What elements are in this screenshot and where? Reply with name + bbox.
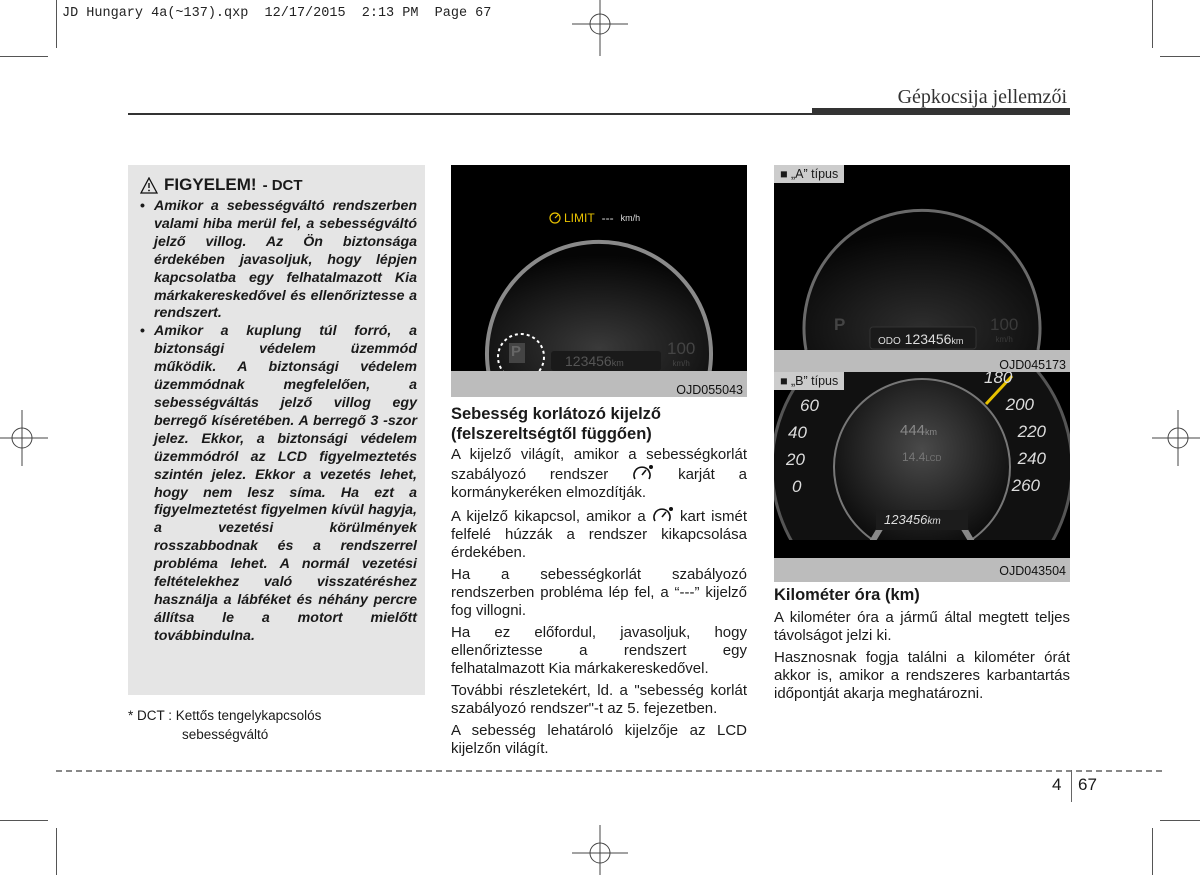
speed-limit-heading: Sebesség korlátozó kijelző (felszereltségtől függően) (451, 405, 661, 443)
warning-item: • Amikor a sebességváltó rendszerben valami hiba merül fel, a sebességváltó jelző villog. Az Ön biztonsága érdekében javasoljuk, hogy lépjen kapcsolatba egy felhatalmazott Kia márkakereskedővel és ellenőriztesse a rendszert. (138, 198, 417, 323)
crop-mark (56, 828, 57, 875)
crop-mark (0, 820, 48, 821)
paragraph: A sebesség lehatároló kijelzője az LCD kijelzőn világít. (451, 722, 747, 757)
figure-code: OJD043504 (774, 558, 1070, 582)
paragraph-text: kart ismét felfelé húzzák a rendszer kikapcsolása érdekében. (451, 508, 747, 561)
right-tick-labels (984, 372, 1054, 499)
type-a-cluster-figure (774, 165, 1070, 373)
warning-title: FIGYELEM! (164, 175, 257, 194)
trip-unit: km (925, 427, 938, 437)
tick-label: 60 (800, 396, 819, 415)
paragraph-text: A kijelző kikapcsol, amikor a (451, 508, 646, 525)
speed-unit: km/h (995, 335, 1013, 344)
odometer-value: 123456 (904, 331, 952, 347)
footnote-line: sebességváltó (182, 727, 269, 742)
tick-label: 0 (792, 477, 802, 496)
warning-triangle-icon (140, 177, 158, 194)
registration-mark-icon (0, 410, 48, 466)
registration-mark-icon (572, 825, 628, 875)
gear-indicator: P (511, 343, 522, 360)
crop-mark (56, 0, 57, 48)
trip-readout (900, 422, 937, 439)
paragraph (451, 446, 747, 502)
tick-label: 260 (1011, 476, 1040, 495)
tick-label: 20 (786, 450, 805, 469)
tick-label: 180 (984, 372, 1013, 387)
fuel-readout (902, 450, 941, 464)
header-rule (128, 113, 1070, 115)
paragraph: Hasznosnak fogja találni a kilométer órát akkor is, amikor a rendszeres karbantartás időpontját akarja meghatározni. (774, 649, 1070, 702)
paragraph-text: A kijelző világít, amikor a sebességkorlát szabályozó rendszer (451, 446, 747, 483)
left-tick-labels (786, 392, 819, 500)
limit-unit: km/h (620, 213, 641, 223)
chapter-number: 4 (1052, 775, 1062, 794)
trip-value: 444 (900, 422, 926, 439)
speed-limit-body (451, 446, 747, 762)
chapter-title: Gépkocsija jellemzői (897, 86, 1067, 108)
paragraph: Ha ez előfordul, javasoljuk, hogy ellenőriztesse a rendszert egy felhatalmazott Kia márkakereskedővel. (451, 624, 747, 677)
speed-value: 100 (990, 315, 1019, 334)
odometer-unit: km (927, 516, 941, 527)
speed-limit-switch-icon (652, 506, 674, 524)
paragraph: További részletekért, ld. a "sebesség korlát szabályozó rendszer"-t az 5. fejezetben. (451, 682, 747, 717)
odometer-readout (878, 331, 963, 347)
tick-label: 240 (1017, 449, 1046, 468)
speed-readout (990, 317, 1018, 347)
print-slug: JD Hungary 4a(~137).qxp 12/17/2015 2:13 PM Page 67 (62, 6, 492, 21)
warning-item: • Amikor a kuplung túl forró, a biztonsági védelem üzemmód működik. A biztonsági védelem üzemmódnak megfelelően, a sebességváltás jelző villog egy berregő kíséretében. A berregő 3 -szor jelez. Ekkor, a biztonsági védelem üzemmódról az LCD figyelmeztetés szintén jelez. Ekkor a vezetés lehet, hogy nem lesz síma. Ha ezt a figyelmeztetést figyelmen kívül hagyja, a vezetési körülmények rosszabbodnak és a rendszerrel probléma lehet. A normál vezetési feltételekhez való visszatéréshez használja a lábféket és néhány percre állítsa le a motort mielőtt továbbindulna. (138, 323, 417, 645)
figure-code: OJD055043 (451, 371, 747, 397)
tick-label: 220 (1017, 422, 1046, 441)
crop-mark (1160, 820, 1200, 821)
odometer-unit: km (951, 336, 964, 346)
odometer-readout (565, 353, 624, 369)
crop-mark (1152, 0, 1153, 48)
limit-label: LIMIT (564, 211, 595, 225)
odometer-body (774, 609, 1070, 707)
type-b-cluster-figure (774, 372, 1070, 582)
crop-mark (1152, 828, 1153, 875)
limit-indicator (549, 211, 640, 225)
footnote-line: * DCT : Kettős tengelykapcsolós (128, 708, 322, 723)
page-number-divider (1071, 770, 1072, 802)
crop-mark (1160, 56, 1200, 57)
speed-limit-switch-icon (632, 464, 654, 482)
odometer-prefix: ODO (878, 336, 901, 347)
fuel-unit: LCD (925, 454, 942, 463)
registration-mark-icon (1152, 410, 1200, 466)
type-a-tag: ■ „A” típus (774, 165, 844, 183)
warning-list (138, 198, 417, 646)
gear-indicator: P (834, 315, 846, 334)
warning-heading (140, 175, 303, 195)
speed-readout (667, 341, 695, 371)
speed-limit-icon (549, 212, 561, 224)
paragraph: Ha a sebességkorlát szabályozó rendszerben probléma lép fel, a “---” kijelző fog villogni. (451, 566, 747, 619)
tick-label: 200 (1005, 395, 1034, 414)
warning-subtitle: - DCT (262, 176, 303, 194)
odometer-unit: km (611, 358, 624, 368)
odometer-value: 123456 (884, 512, 928, 527)
speed-value: 100 (667, 339, 696, 358)
fuel-value: 14.4 (902, 450, 926, 464)
speed-limit-cluster-figure (451, 165, 747, 397)
crop-mark (0, 56, 48, 57)
odometer-value: 123456 (565, 353, 612, 369)
type-b-tag: ■ „B” típus (774, 372, 844, 390)
odometer-readout (884, 512, 941, 527)
odometer-heading: Kilométer óra (km) (774, 586, 920, 604)
paragraph (451, 506, 747, 562)
registration-mark-icon (572, 0, 628, 56)
footnote (128, 706, 428, 744)
tick-label: 40 (788, 423, 807, 442)
limit-value: --- (601, 211, 614, 225)
speed-unit: km/h (672, 359, 690, 368)
paragraph: A kilométer óra a jármű által megtett teljes távolságot jelzi ki. (774, 609, 1070, 644)
page-number: 67 (1078, 775, 1097, 794)
paragraph-text: karját a kormánykeréken elmozdítják. (451, 466, 747, 501)
figure-code: OJD045173 (774, 350, 1070, 373)
footer-rule (56, 770, 1162, 772)
